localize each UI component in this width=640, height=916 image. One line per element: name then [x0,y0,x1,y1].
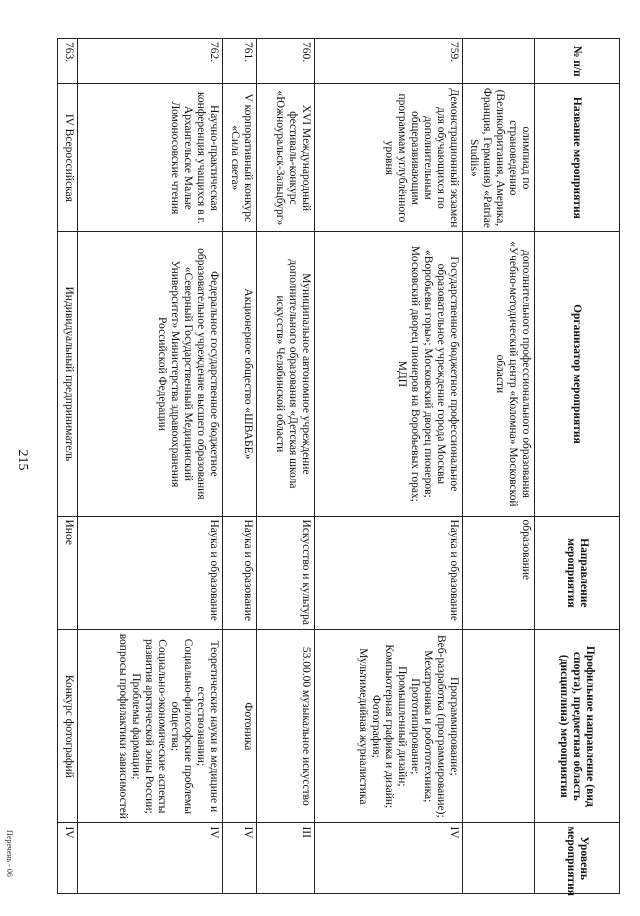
cell-profile: Теоретические науки в медицине и естествознании; Социально-философские проблемы общества; Социально-экономические аспекты развития арктической зоны России; Проблемы фармации; вопросы профилактики зависимостей [78,630,223,823]
cell-organizer: Акционерное общество «ШВАБЕ» [223,232,257,516]
footer-note: Перечень - 06 [5,830,14,877]
cell-level: IV [58,823,78,894]
cell-level: IV [315,823,463,894]
cell-direction: образование [463,516,535,630]
cell-direction: Наука и образование [223,516,257,630]
cell-organizer: Федеральное государственное бюджетное образовательное учреждение высшего образования «Северный Государственный Медицинский Университет» Министерства здравоохранения Российской Федерации [78,232,223,516]
cell-name: Демонстрационный экзамен для обучающихся по дополнительным общеразвивающим программам углублённого уровня [315,84,463,232]
cell-num: 762. [78,39,223,84]
cell-num: 763. [58,39,78,84]
header-direction: Направление мероприятия [535,516,620,630]
cell-profile: Конкурс фотографий [58,630,78,823]
table-header-row [535,39,620,894]
cell-direction: Наука и образование [315,516,463,630]
page-number: 215 [15,449,30,471]
header-profile: Профильное направление (вид спорта), предметная область (дисциплина) мероприятия [535,630,620,823]
cell-name: Научно-практическая конференция учащихся в г. Архангельске Малые Ломоносовские чтения [78,84,223,232]
table-row [223,39,257,894]
cell-name: IV Всероссийская [58,84,78,232]
cell-num: 761. [223,39,257,84]
cell-num: 760. [257,39,315,84]
cell-level: IV [78,823,223,894]
table-row [463,39,535,894]
cell-direction: Искусство и культура [257,516,315,630]
header-organizer: Организатор мероприятия [535,232,620,516]
cell-profile [463,630,535,823]
cell-level [463,823,535,894]
table-row [315,39,463,894]
header-num: № п/п [535,39,620,84]
cell-organizer: Индивидуальный предприниматель [58,232,78,516]
cell-name: V корпоративный конкурс «Сила света» [223,84,257,232]
cell-num: 759. [315,39,463,84]
cell-organizer: Муниципальное автономное учреждение дополнительного образования «Детская школа искусств» Челябинской области [257,232,315,516]
cell-organizer: дополнительного профессионального образования «Учебно-методический центр «Коломна» Московской области [463,232,535,516]
table-row [78,39,223,894]
cell-direction: Наука и образование [78,516,223,630]
header-level: Уровень мероприятия [535,823,620,894]
cell-profile: Фотоника [223,630,257,823]
events-table [57,38,620,894]
cell-num [463,39,535,84]
table-row [257,39,315,894]
cell-organizer: Государственное бюджетное профессиональное образовательное учреждение города Москвы «Воробьевы горы»; Московский дворец пионеров; Московский дворец пионеров на Воробьевых горах; МДП [315,232,463,516]
header-name: Название мероприятия [535,84,620,232]
cell-profile: Программирование; Веб-разработка (программирование); Мехатроника и робототехника; Прототипирование; Промышленный дизайн; Компьютерная графика и дизайн; Фотография; Мультимедийная журналистика [315,630,463,823]
cell-level: IV [223,823,257,894]
cell-direction: Иное [58,516,78,630]
cell-name: XVI Международный фестиваль-конкурс «Южноуральск-Зальцбург» [257,84,315,232]
table-row [58,39,78,894]
cell-level: III [257,823,315,894]
cell-profile: 53.00.00 музыкальное искусство [257,630,315,823]
rotated-table-area [63,38,620,896]
cell-name: олимпиад по страноведению (Великобритания, Америка, Франция, Германия) «Patriae Studiis» [463,84,535,232]
